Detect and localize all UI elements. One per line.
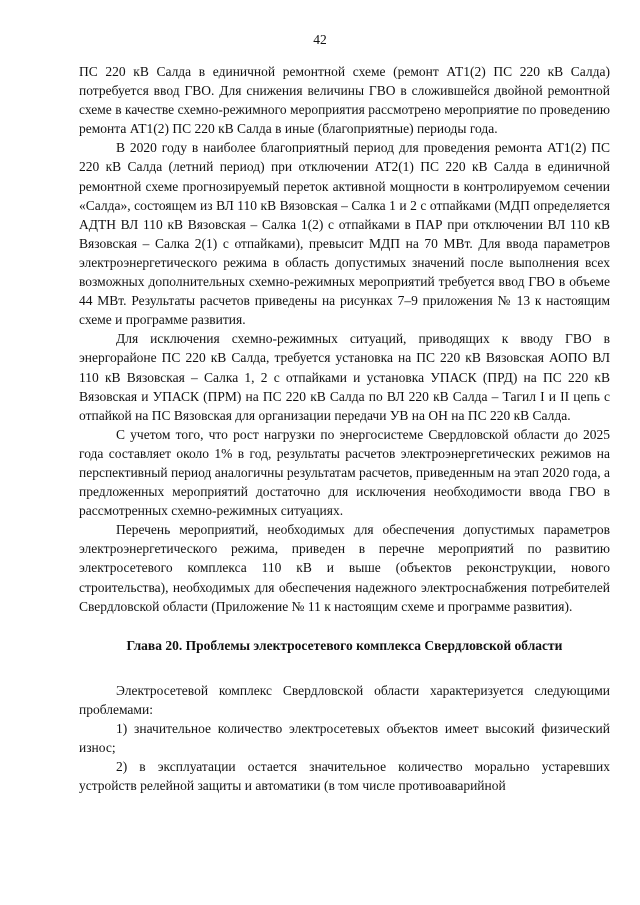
paragraph-measures-list: Перечень мероприятий, необходимых для обеспечения допустимых параметров электроэнергетического режима, приведен в перечне мероприятий по развитию электросетевого комплекса 110 кВ и выше (объектов реконструкции, нового строительства), необходимых для обеспечения надежного электроснабжения потребителей Свердловской области (Приложение № 11 к настоящим схеме и программе развития). [79, 522, 610, 614]
list-item-2: 2) в эксплуатации остается значительное количество морально устаревших устройств релейной защиты и автоматики (в том числе противоаварийной [79, 759, 610, 794]
paragraph-load-growth: С учетом того, что рост нагрузки по энергосистеме Свердловской области до 2025 года составляет около 1% в год, результаты расчетов электроэнергетических режимов на перспективный период аналогичны результатам расчетов, приведенным на этап 2020 года, а предложенных мероприятий достаточно для исключения необходимости ввода ГВО в рассмотренных схемно-режимных ситуациях. [79, 426, 610, 519]
page-body [79, 62, 610, 795]
paragraph-measures: Для исключения схемно-режимных ситуаций, приводящих к вводу ГВО в энергорайоне ПС 220 кВ Салда, требуется установка на ПС 220 кВ Вязовская АОПО ВЛ 110 кВ Вязовская – Салка 1, 2 с отпайками и установка УПАСК (ПРД) на ПС 220 кВ Вязовская и УПАСК (ПРМ) на ПС 220 кВ Салда по ВЛ 220 кВ Салда – Тагил I и II цепь с отпайкой на ПС Вязовская для организации передачи УВ на ОН на ПС 220 кВ Салда. [79, 331, 610, 423]
paragraph-problems-intro: Электросетевой комплекс Свердловской области характеризуется следующими проблемами: [79, 682, 610, 717]
paragraph-continuation: ПС 220 кВ Салда в единичной ремонтной схеме (ремонт АТ1(2) ПС 220 кВ Салда) потребуется ввод ГВО. Для снижения величины ГВО в сложившейся двойной ремонтной схеме в качестве схемно-режимного мероприятия рассмотрено мероприятие по проведению ремонта АТ1(2) ПС 220 кВ Салда в иные (благоприятные) периоды года. [79, 64, 610, 137]
page-number: 42 [313, 32, 327, 47]
list-item-1: 1) значительное количество электросетевых объектов имеет высокий физический износ; [79, 720, 610, 755]
chapter-heading: Глава 20. Проблемы электросетевого комплекса Свердловской области [126, 637, 563, 653]
paragraph-2020-analysis: В 2020 году в наиболее благоприятный период для проведения ремонта АТ1(2) ПС 220 кВ Салда (летний период) при отключении АТ2(1) ПС 220 кВ Салда в единичной ремонтной схеме прогнозируемый переток активной мощности в контролируемом сечении «Салда», состоящем из ВЛ 110 кВ Вязовская – Салка 1 и 2 с отпайками (МДП определяется АДТН ВЛ 110 кВ Вязовская – Салка 1(2) с отпайками в ПАР при отключении ВЛ 110 кВ Вязовская – Салка 2(1) с отпайками), превысит МДП на 70 МВт. Для ввода параметров электроэнергетического режима в область допустимых значений после выполнения всех возможных дополнительных схемно-режимных мероприятий требуется ввод ГВО в объеме 44 МВт. Результаты расчетов приведены на рисунках 7–9 приложения № 13 к настоящим схеме и программе развития. [79, 140, 610, 328]
